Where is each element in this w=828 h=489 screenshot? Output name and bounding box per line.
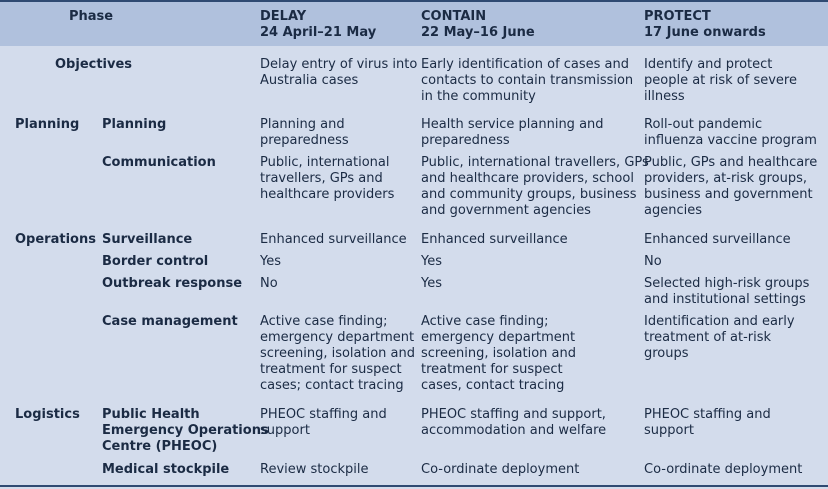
cell-text: Public, international <box>260 155 390 170</box>
cell-text: contacts to contain transmission <box>421 73 634 88</box>
cell-text: Selected high-risk groups <box>644 276 810 291</box>
cell-text: providers, at-risk groups, <box>644 171 808 186</box>
cell-text: Identify and protect <box>644 57 773 72</box>
cell-text: cases; contact tracing <box>260 378 404 393</box>
cell-text: Yes <box>421 254 442 269</box>
cell-text: in the community <box>421 89 536 104</box>
cell-text: No <box>644 254 662 269</box>
cell-text: and healthcare providers, school <box>421 171 634 186</box>
row-label-border-control: Border control <box>102 254 209 269</box>
cell-text: Australia cases <box>260 73 359 88</box>
cell-text: and community groups, business <box>421 187 637 202</box>
cell-text: screening, isolation and <box>421 346 576 361</box>
cell-text: Enhanced surveillance <box>260 232 407 247</box>
cell-text: people at risk of severe <box>644 73 797 88</box>
cell-text: treatment for suspect <box>421 362 563 377</box>
header-protect-dates: 17 June onwards <box>644 25 766 40</box>
cell-text: emergency department <box>421 330 576 345</box>
cell-text: preparedness <box>421 133 510 148</box>
cell-text: Health service planning and <box>421 117 604 132</box>
row-label-surveillance: Surveillance <box>102 232 193 247</box>
cell-text: support <box>260 423 310 438</box>
cell-text: Public, GPs and healthcare <box>644 155 818 170</box>
cell-text: Early identification of cases and <box>421 57 630 72</box>
group-label-planning: Planning <box>15 117 80 132</box>
cell-text: PHEOC staffing and <box>260 407 387 422</box>
row-label-pheoc: Emergency Operations <box>102 423 269 438</box>
row-label-pheoc: Centre (PHEOC) <box>102 439 218 454</box>
cell-text: Public, international travellers, GPs <box>421 155 649 170</box>
header-phase: Phase <box>69 9 114 24</box>
cell-text: illness <box>644 89 685 104</box>
cell-text: Enhanced surveillance <box>644 232 791 247</box>
group-label-operations: Operations <box>15 232 96 247</box>
row-label-medical-stockpile: Medical stockpile <box>102 462 230 477</box>
cell-text: Co-ordinate deployment <box>421 462 580 477</box>
group-label-logistics: Logistics <box>15 407 80 422</box>
cell-text: emergency department <box>260 330 415 345</box>
row-label-outbreak-response: Outbreak response <box>102 276 243 291</box>
cell-text: No <box>260 276 278 291</box>
cell-text: Yes <box>421 276 442 291</box>
header-delay-title: DELAY <box>260 9 307 24</box>
cell-text: Active case finding; <box>260 314 388 329</box>
cell-text: cases, contact tracing <box>421 378 565 393</box>
cell-text: treatment of at-risk <box>644 330 772 345</box>
header-contain-title: CONTAIN <box>421 9 487 24</box>
cell-text: and institutional settings <box>644 292 806 307</box>
cell-text: Roll-out pandemic <box>644 117 763 132</box>
row-label-planning: Planning <box>102 117 167 132</box>
cell-text: Co-ordinate deployment <box>644 462 803 477</box>
cell-text: Delay entry of virus into <box>260 57 418 72</box>
cell-text: Planning and <box>260 117 345 132</box>
cell-text: Review stockpile <box>260 462 369 477</box>
cell-text: treatment for suspect <box>260 362 402 377</box>
cell-text: healthcare providers <box>260 187 395 202</box>
header-protect-title: PROTECT <box>644 9 711 24</box>
header-delay-dates: 24 April–21 May <box>260 25 377 40</box>
cell-text: groups <box>644 346 689 361</box>
row-label-communication: Communication <box>102 155 216 170</box>
cell-text: business and government <box>644 187 813 202</box>
cell-text: Yes <box>260 254 281 269</box>
cell-text: Enhanced surveillance <box>421 232 568 247</box>
cell-text: PHEOC staffing and <box>644 407 771 422</box>
cell-text: support <box>644 423 694 438</box>
row-label-case-management: Case management <box>102 314 238 329</box>
cell-text: accommodation and welfare <box>421 423 607 438</box>
cell-text: travellers, GPs and <box>260 171 383 186</box>
cell-text: influenza vaccine program <box>644 133 817 148</box>
cell-text: PHEOC staffing and support, <box>421 407 606 422</box>
header-contain-dates: 22 May–16 June <box>421 25 535 40</box>
cell-text: agencies <box>644 203 702 218</box>
row-label-objectives: Objectives <box>55 57 133 72</box>
cell-text: screening, isolation and <box>260 346 415 361</box>
cell-text: Active case finding; <box>421 314 549 329</box>
bottom-rule <box>0 485 828 487</box>
top-rule <box>0 0 828 2</box>
cell-text: Identification and early <box>644 314 795 329</box>
row-label-pheoc: Public Health <box>102 407 200 422</box>
cell-text: preparedness <box>260 133 349 148</box>
cell-text: and government agencies <box>421 203 591 218</box>
